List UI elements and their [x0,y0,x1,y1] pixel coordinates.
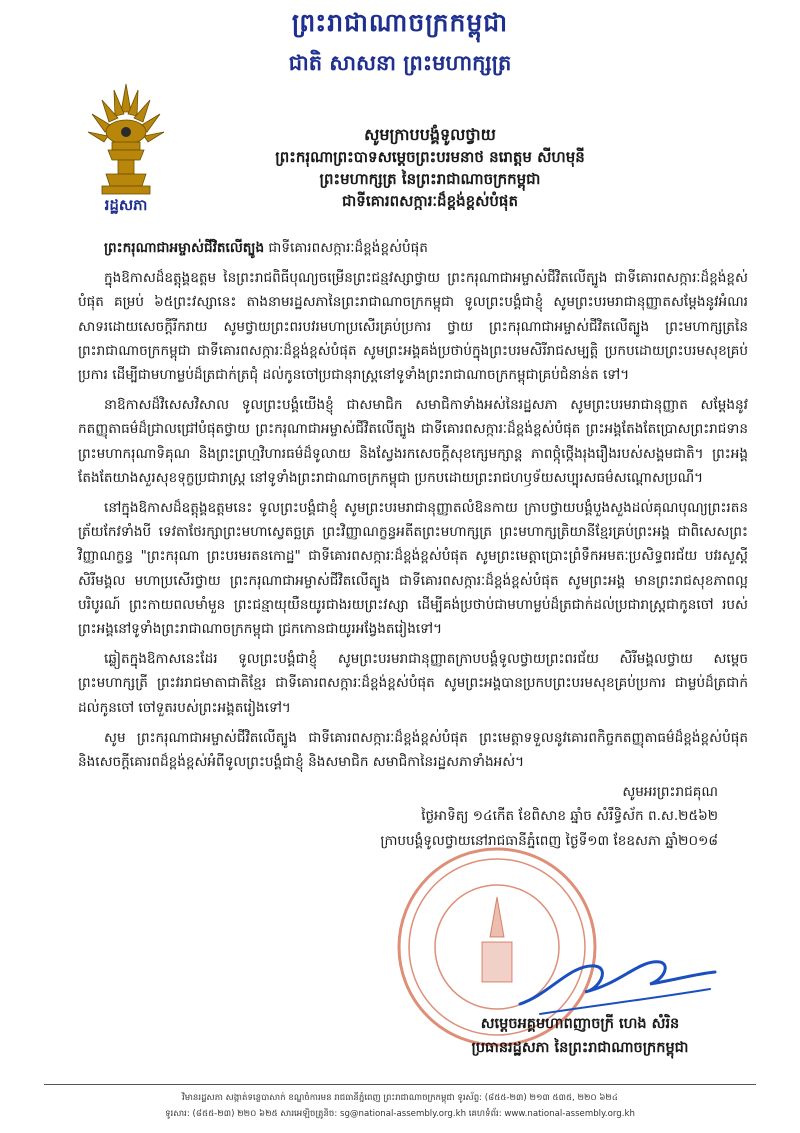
paragraph-3-text: នៅក្នុងឱកាសដ៏ឧត្តុង្គឧត្តមនេះ ទូលព្រះបង្គំជាខ្ញុំ សូមព្រះបរមរាជានុញ្ញាតលំឱនកាយ ក្រាបថ្វាយបង្គំបួងសួងដល់គុណបុណ្យព្រះរតនត្រ័យកែវទាំងបី ទេវតាថែរក្សាព្រះមហាស្វេតច្ឆត្រ ព្រះវិញ្ញាណក្ខន្ធអតីតព្រះមហាក្សត្រ ព្រះមហាក្សត្រិយានីខ្មែរគ្រប់ព្រះអង្គ ជាពិសេសព្រះវិញ្ញាណក្ខន្ធ "ព្រះករុណា ព្រះបរមរតនកោដ្ឋ" ជាទីគោរពសក្ការៈដ៏ខ្ពង់ខ្ពស់បំផុត សូមព្រះមេត្តាប្រោះព្រំទឹកអមតៈប្រសិទ្ធពរជ័យ បវរសួស្តី សិរីមង្គល មហាប្រសើរថ្វាយ ព្រះករុណាជាអម្ចាស់ជីវិតលើត្បូង ជាទីគោរពសក្ការៈដ៏ខ្ពង់ខ្ពស់បំផុត សូមព្រះអង្គ មានព្រះរាជសុខភាពល្អបរិបូរណ៍ ព្រះកាយពលមាំមួន ព្រះជន្មាយុយឺនយូរជាងរយព្រះវស្សា ដើម្បីគង់ប្រថាប់ជាមហាម្លប់ដ៏ត្រជាក់ដល់ប្រជារាស្ត្រជាកូនចៅ របស់ព្រះអង្គនៅទូទាំងព្រះរាជាណាចក្រកម្ពុជា ជ្រកកោនជាយូរអង្វែងតរៀងទៅ។ [78,500,748,638]
signatory-title: ប្រធានរដ្ឋសភា នៃព្រះរាជាណាចក្រកម្ពុជា [471,1040,689,1056]
paragraph-4 [78,647,748,720]
regards: សូមអរព្រះរាជគុណ [622,784,718,801]
paragraph-1-text: ក្នុងឱកាសដ៏ឧត្តុង្គឧត្តម នៃព្រះរាជពិធីបុណ្យចម្រើនព្រះជន្មវស្សាថ្វាយ ព្រះករុណាជាអម្ចាស់ជីវិតលើត្បូង ជាទីគោរពសក្ការៈដ៏ខ្ពង់ខ្ពស់បំផុត គម្រប់ ៦៥ព្រះវស្សានេះ តាងនាមរដ្ឋសភានៃព្រះរាជាណាចក្រកម្ពុជា ទូលព្រះបង្គំជាខ្ញុំ សូមព្រះបរមរាជានុញ្ញាតសម្តែងនូវអំណរសាទរដោយសេចក្តីរីករាយ សូមថ្វាយព្រះពរបវរមហាប្រសើរគ្រប់ប្រការ ថ្វាយ ព្រះករុណាជាអម្ចាស់ជីវិតលើត្បូង ព្រះមហាក្សត្រនៃព្រះរាជាណាចក្រកម្ពុជា ជាទីគោរពសក្ការៈដ៏ខ្ពង់ខ្ពស់បំផុត សូមព្រះអង្គគង់ប្រថាប់ក្នុងព្រះបរមសិរីរាជសម្បត្តិ ប្រកបដោយព្រះបរមសុខគ្រប់ប្រការ ដើម្បីជាមហាម្លប់ដ៏ត្រជាក់ត្រជុំ ដល់កូនចៅប្រជានុរាស្ត្រនៅទូទាំងព្រះរាជាណាចក្រកម្ពុជាគ្រប់ជំនាន់ត ទៅ។ [78,270,748,384]
solar-date: ក្រាបបង្គំទូលថ្វាយនៅរាជធានីភ្នំពេញ ថ្ងៃទី១៣ ខែឧសភា ឆ្នាំ២០១៨ [380,832,718,849]
salutation-rest: ជាទីគោរពសក្ការៈដ៏ខ្ពង់ខ្ពស់បំផុត [264,240,428,256]
address-line-3: ព្រះមហាក្សត្រ នៃព្រះរាជាណាចក្រកម្ពុជា [319,170,541,188]
salutation [78,236,748,260]
address-line-2: ព្រះករុណាព្រះបាទសម្តេចព្រះបរមនាថ នរោត្តម សីហមុនី [275,148,585,166]
footer-line-1: វិមានរដ្ឋសភា សង្កាត់ទន្លេបាសាក់ ខណ្ឌចំការមន រាជធានីភ្នំពេញ ព្រះរាជាណាចក្រកម្ពុជា ទូរស័ព្ទ: (៨៥៥-២៣) ២១៣ ៥៣៥, ២២០ ៦២៤ [181,1093,618,1103]
paragraph-3 [78,496,748,641]
paragraph-5-text: សូម ព្រះករុណាជាអម្ចាស់ជីវិតលើត្បូង ជាទីគោរពសក្ការៈដ៏ខ្ពង់ខ្ពស់បំផុត ព្រះមេត្តាទទួលនូវគោរពកិច្ចកតញ្ញុតាធម៌ដ៏ខ្ពង់ខ្ពស់បំផុត និងសេចក្តីគោរពដ៏ខ្ពង់ខ្ពស់អំពីទូលព្រះបង្គំជាខ្ញុំ និងសមាជិក សមាជិកានៃរដ្ឋសភាទាំងអស់។ [78,729,748,771]
lunar-date: ថ្ងៃអាទិត្យ ១៤កើត ខែពិសាខ ឆ្នាំច សំរឹទ្ធិស័ក ព.ស.២៥៦២ [421,808,718,825]
signatory-block [390,1012,770,1060]
footer [44,1090,756,1122]
footer-line-2: ទូរសារ: (៨៥៥-២៣) ២២០ ៦២៥ សារអេឡិចត្រូនិច: sg@national-assembly.org.kh គេហទំព័រ: www.national-assembly.org.kh [165,1109,635,1119]
address-line-4: ជាទីគោរពសក្ការៈដ៏ខ្ពង់ខ្ពស់បំផុត [342,192,518,210]
institution-name: រដ្ឋសភា [104,196,148,214]
national-assembly-emblem-icon [84,82,168,200]
kingdom-title: ព្រះរាជាណាចក្រកម្ពុជា [291,8,509,37]
paragraph-4-text: ឆ្លៀតក្នុងឱកាសនេះដែរ ទូលព្រះបង្គំជាខ្ញុំ សូមព្រះបរមរាជានុញ្ញាតក្រាបបង្គំទូលថ្វាយព្រះពរជ័យ សិរីមង្គលថ្វាយ សម្តេចព្រះមហាក្សត្រី ព្រះវររាជមាតាជាតិខ្មែរ ជាទីគោរពសក្ការៈដ៏ខ្ពង់ខ្ពស់បំផុត សូមព្រះអង្គបានប្រកបព្រះបរមសុខគ្រប់ប្រការ ជាម្លប់ដ៏ត្រជាក់ដល់កូនចៅ ចៅទួតរបស់ព្រះអង្គតរៀងទៅ។ [78,651,748,716]
paragraph-2 [78,393,748,490]
address-line-1: សូមក្រាបបង្គំទូលថ្វាយ [364,125,496,144]
paragraph-2-text: នាឱកាសដ៏វិសេសវិសាល ទូលព្រះបង្គំយើងខ្ញុំ ជាសមាជិក សមាជិកាទាំងអស់នៃរដ្ឋសភា សូមព្រះបរមរាជានុញ្ញាត សម្តែងនូវកតញ្ញុតាធម៌ដ៏ជ្រាលជ្រៅបំផុតថ្វាយ ព្រះករុណាជាអម្ចាស់ជីវិតលើត្បូង ជាទីគោរពសក្ការៈដ៏ខ្ពង់ខ្ពស់បំផុត ព្រះអង្គតែងតែប្រោសព្រះរាជទានព្រះមហាករុណាទិគុណ និងព្រះព្រហ្មវិហារធម៌ដ៏ទូលាយ និងស្វែងរកសេចក្តីសុខក្សេមក្សាន្ត ភាពថ្កុំថ្កើងរុងរឿងរបស់សង្គមជាតិ។ ព្រះអង្គតែងតែយាងសួរសុខទុក្ខប្រជារាស្ត្រ នៅទូទាំងព្រះរាជាណាចក្រកម្ពុជា ប្រកបដោយព្រះរាជហឫទ័យសប្បុរសធម៌សណ្តោសប្រណី។ [78,397,748,486]
signatory-name: សម្តេចអគ្គមហាពញាចក្រី ហេង សំរិន [480,1016,680,1032]
national-motto: ជាតិ សាសនា ព្រះមហាក្សត្រ [288,50,512,75]
letter-body [78,236,748,853]
footer-divider [44,1084,756,1085]
paragraph-5 [78,726,748,774]
salutation-honorific: ព្រះករុណាជាអម្ចាស់ជីវិតលើត្បូង [104,240,265,256]
address-block [200,124,660,212]
paragraph-1 [78,266,748,387]
